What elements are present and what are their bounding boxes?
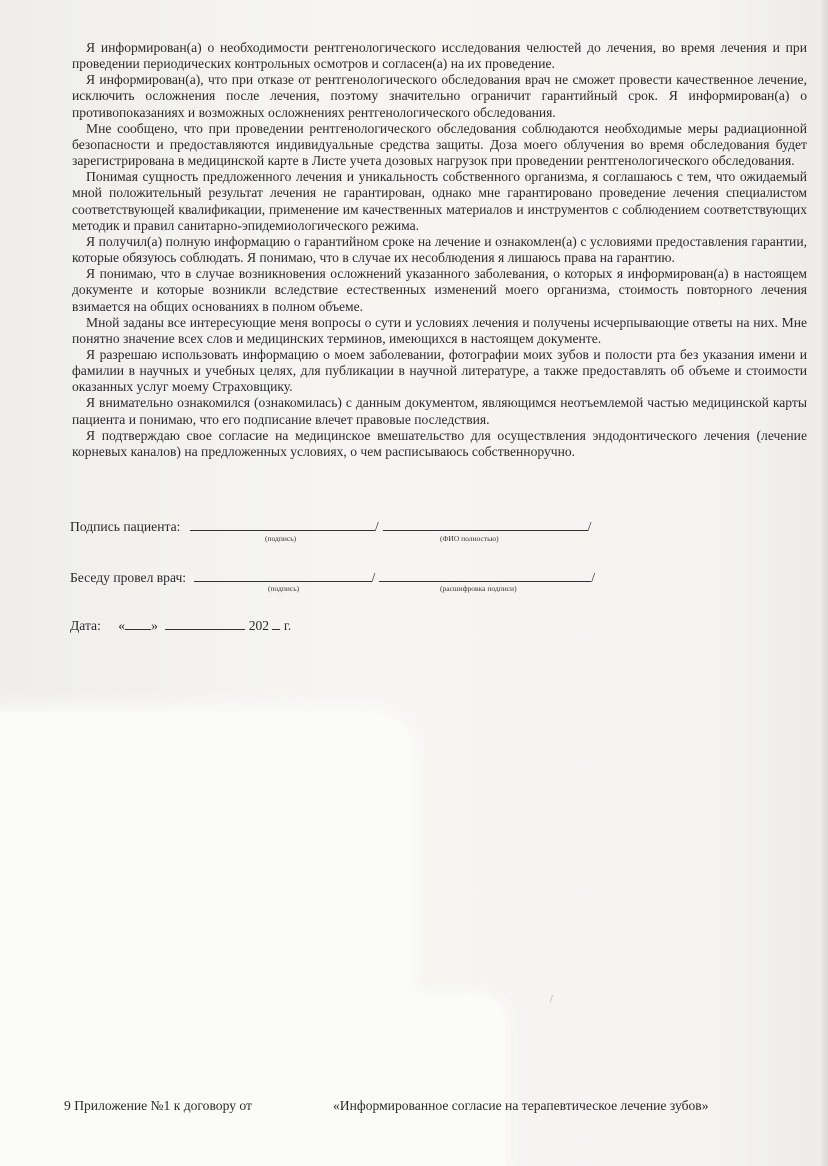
patient-signature-field[interactable] xyxy=(190,517,375,531)
signature-end-slash: / xyxy=(587,519,592,534)
signature-separator: / xyxy=(374,519,379,534)
blank-area-lower xyxy=(0,995,505,1166)
patient-full-name-field[interactable] xyxy=(383,517,588,531)
signature-separator: / xyxy=(371,570,376,585)
paragraph-xray-consent: Я информирован(а) о необходимости рентгенологического исследования челюстей до лечения, во время лечения и при проведении периодических контрольных осмотров и согласен(а) на их проведение. xyxy=(72,40,807,72)
date-month-field[interactable] xyxy=(165,616,245,630)
stray-mark: / xyxy=(550,994,553,1005)
consent-body xyxy=(72,40,807,460)
paragraph-questions-answered: Мной заданы все интересующие меня вопросы о сути и условиях лечения и получены исчерпывающие ответы на них. Мне понятно значение всех слов и медицинских терминов, имеющихся в настоящем документе. xyxy=(72,314,807,346)
paragraph-result-not-guaranteed: Понимая сущность предложенного лечения и уникальность собственного организма, я соглашаюсь с тем, что ожидаемый мной положительный результат лечения не гарантирован, однако мне гарантировано проведение лечения специалистом соответствующей квалификации, применение им качественных материалов и инструментов с соблюдением соответствующих методик и правил санитарно-эпидемиологического режима. xyxy=(72,169,807,233)
paragraph-warranty: Я получил(а) полную информацию о гарантийном сроке на лечение и ознакомлен(а) с условиями предоставления гарантии, которые обязуюсь соблюдать. Я понимаю, что в случае их несоблюдения я лишаюсь права на гарантию. xyxy=(72,233,807,266)
doctor-signature-caption: (подпись) xyxy=(268,584,300,593)
footer-document-title: «Информированное согласие на терапевтическое лечение зубов» xyxy=(333,1098,709,1113)
date-year-prefix: 202 xyxy=(248,618,270,633)
footer-appendix-label: 9 Приложение №1 к договору от xyxy=(64,1098,252,1113)
doctor-name-decoding-field[interactable] xyxy=(379,568,591,582)
paragraph-document-acknowledged: Я внимательно ознакомился (ознакомилась) с данным документом, являющимся неотъемлемой частью медицинской карты пациента и понимаю, что его подписание влечет правовые последствия. xyxy=(72,395,807,427)
date-day-open-quote: « xyxy=(118,618,126,633)
date-day-close-quote: » xyxy=(151,618,158,633)
date-day-field[interactable] xyxy=(125,616,151,630)
doctor-signature-label: Беседу провел врач: xyxy=(70,570,187,585)
patient-signature-row xyxy=(70,517,591,535)
paper-edge xyxy=(818,0,828,1166)
paragraph-complications: Я понимаю, что в случае возникновения осложнений указанного заболевания, о которых я информирован(а) в настоящем документе и которые возникли вследствие естественных изменений моего организма, стоимость повторного лечения взимается на общих основаниях в полном объеме. xyxy=(72,266,807,314)
patient-signature-label: Подпись пациента: xyxy=(70,519,181,534)
paragraph-information-use: Я разрешаю использовать информацию о моем заболевании, фотографии моих зубов и полости рта без указания имени и фамилии в научных и учебных целях, для публикации в научной литературе, а также предоставлять об объеме и стоимости оказанных услуг моему Страховщику. xyxy=(72,346,807,395)
date-year-suffix: г. xyxy=(283,618,292,633)
patient-signature-caption: (подпись) xyxy=(265,534,297,543)
paragraph-xray-refusal: Я информирован(а), что при отказе от рентгенологического обследования врач не сможет провести качественное лечение, исключить осложнения после лечения, поэтому значительно ограничит гарантийный срок. Я информирован(а) о противопоказаниях и возможных осложнениях рентгенологического обследования. xyxy=(72,72,807,120)
signature-end-slash: / xyxy=(591,570,596,585)
paragraph-final-consent: Я подтверждаю свое согласие на медицинское вмешательство для осуществления эндодонтического лечения (лечение корневых каналов) на предложенных условиях, о чем расписываюсь собственноручно. xyxy=(72,427,807,459)
date-label: Дата: xyxy=(70,618,101,633)
date-row xyxy=(70,616,291,634)
doctor-name-caption: (расшифровка подписи) xyxy=(440,584,517,593)
date-year-field[interactable] xyxy=(272,616,280,630)
doctor-signature-field[interactable] xyxy=(194,568,372,582)
patient-name-caption: (ФИО полностью) xyxy=(440,534,499,543)
paragraph-radiation-safety: Мне сообщено, что при проведении рентгенологического обследования соблюдаются необходимые меры радиационной безопасности и предоставляются индивидуальные средства защиты. Доза моего облучения во время обследования будет зарегистрирована в медицинской карте в Листе учета дозовых нагрузок при проведении рентгенологического обследования. xyxy=(72,120,807,169)
